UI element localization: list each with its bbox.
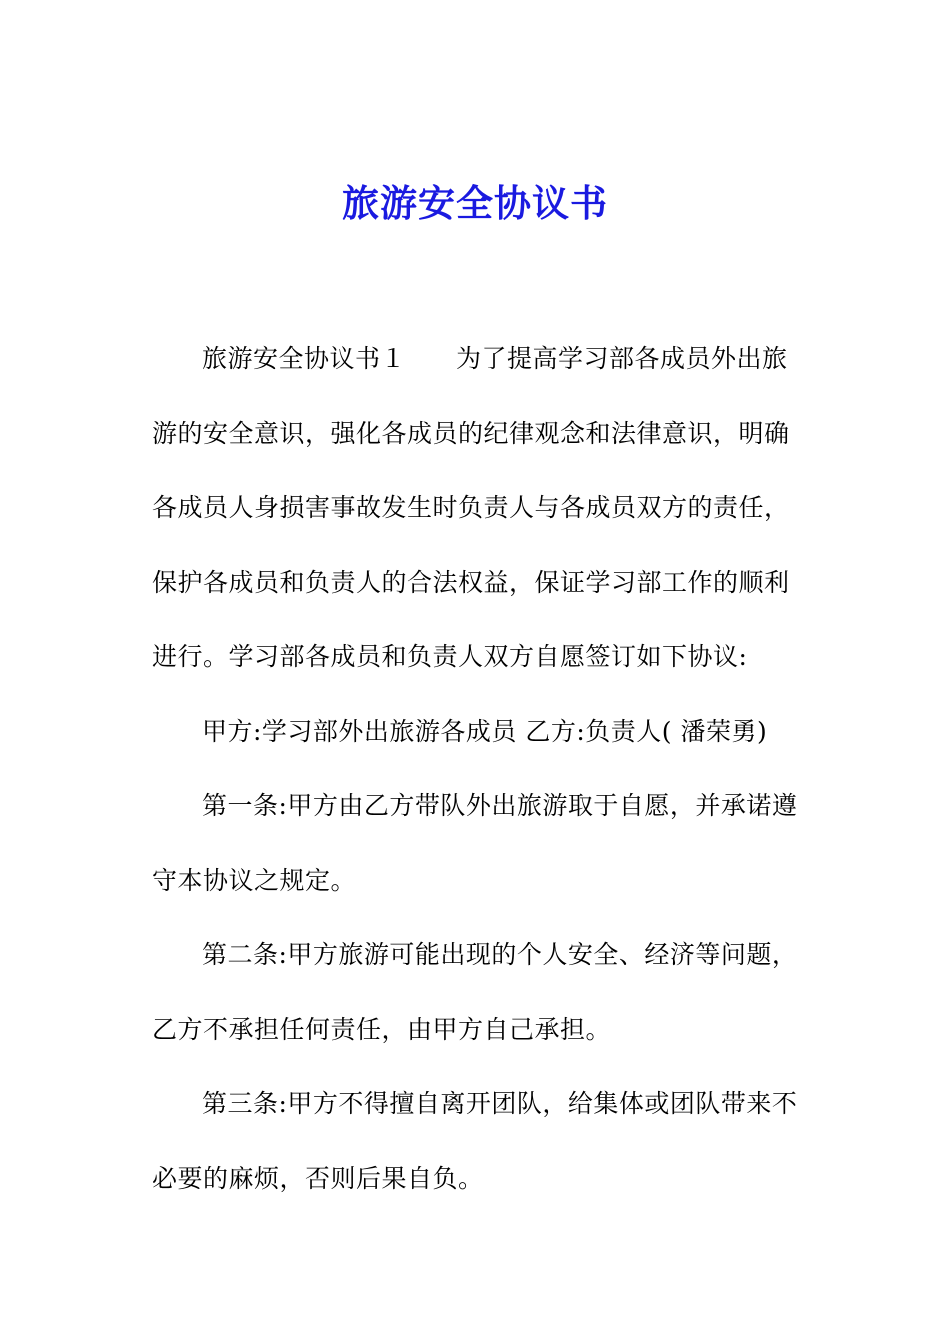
article-1-paragraph: 第一条:甲方由乙方带队外出旅游取于自愿，并承诺遵守本协议之规定。 (152, 791, 798, 895)
parties-paragraph: 甲方:学习部外出旅游各成员 乙方:负责人( 潘荣勇) (202, 716, 768, 746)
intro-text: 为了提高学习部各成员外出旅游的安全意识，强化各成员的纪律观念和法律意识，明确各成员人身损害事故发生时负责人与各成员双方的责任，保护各成员和负责人的合法权益，保证学习部工作的顺利进行。学习部各成员和负责人双方自愿签订如下协议: (152, 344, 790, 671)
intro-paragraph (152, 322, 812, 695)
document-body (152, 322, 812, 1216)
article-2-paragraph: 第二条:甲方旅游可能出现的个人安全、经济等问题，乙方不承担任何责任，由甲方自己承担。 (152, 940, 798, 1044)
article-3-paragraph: 第三条:甲方不得擅自离开团队，给集体或团队带来不必要的麻烦，否则后果自负。 (152, 1089, 798, 1193)
intro-label: 旅游安全协议书１ (202, 344, 407, 373)
document-title: 旅游安全协议书 (342, 181, 608, 225)
